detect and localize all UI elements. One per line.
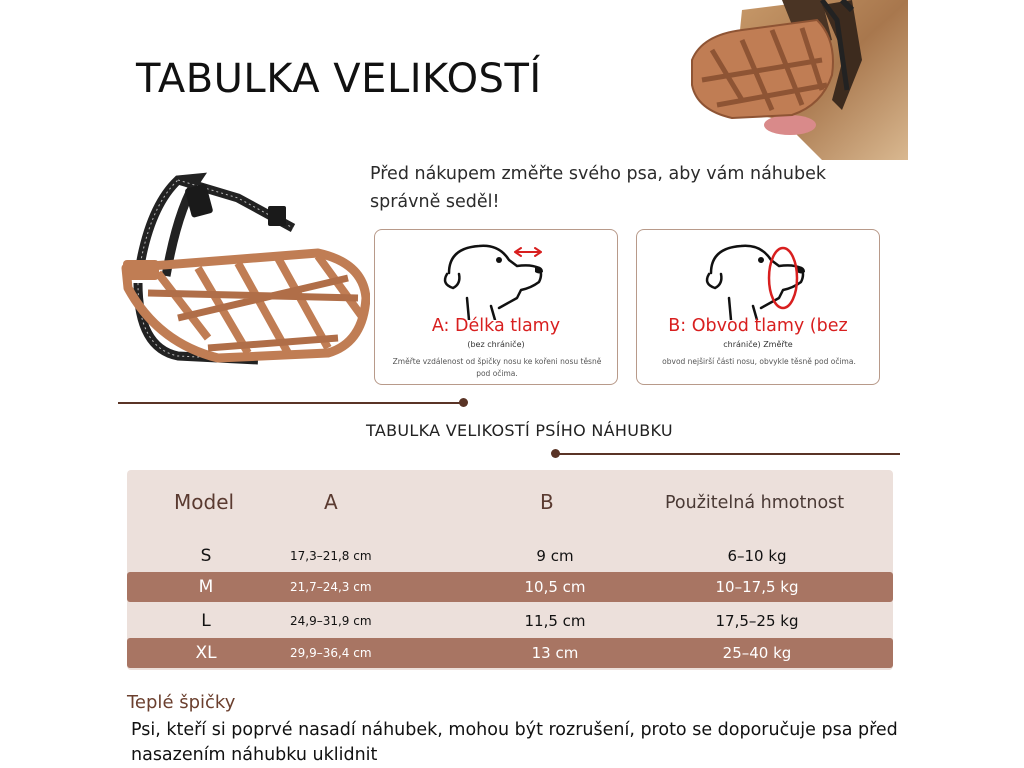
column-header-a: A [324, 490, 338, 514]
column-header-model: Model [174, 490, 235, 514]
cell-b: 10,5 cm [524, 578, 586, 596]
column-header-b: B [540, 490, 554, 514]
cell-b: 11,5 cm [524, 612, 586, 630]
cell-weight: 25–40 kg [722, 644, 792, 662]
cell-model: S [200, 546, 212, 566]
cell-model: M [198, 577, 214, 597]
table-row [127, 606, 893, 636]
cell-a: 29,9–36,4 cm [290, 646, 372, 660]
card-title: A: Délka tlamy [431, 316, 561, 336]
table-row [127, 541, 893, 571]
intro-text: Před nákupem změřte svého psa, aby vám náhubek správně seděl! [370, 164, 826, 212]
page-title: TABULKA VELIKOSTÍ [136, 56, 542, 102]
cell-weight: 17,5–25 kg [715, 612, 799, 630]
divider-dot [551, 449, 560, 458]
cell-weight: 6–10 kg [727, 547, 787, 565]
measure-card-circumference [636, 229, 880, 385]
table-row [127, 572, 893, 602]
size-table-title: TABULKA VELIKOSTÍ PSÍHO NÁHUBKU [366, 421, 673, 440]
measure-card-length [374, 229, 618, 385]
dog-head-length-icon [439, 238, 559, 320]
cell-model: L [201, 611, 211, 631]
column-header-weight: Použitelná hmotnost [665, 493, 845, 513]
cell-b: 9 cm [536, 547, 574, 565]
muzzle-product-image [118, 168, 370, 368]
table-row [127, 638, 893, 668]
card-subtitle: (bez chrániče) [467, 340, 525, 349]
cell-model: XL [195, 643, 217, 663]
tips-title: Teplé špičky [127, 692, 236, 713]
cell-a: 17,3–21,8 cm [290, 549, 372, 563]
cell-a: 24,9–31,9 cm [290, 614, 372, 628]
divider-right [555, 453, 900, 455]
tips-text: Psi, kteří si poprvé nasadí náhubek, mohou být rozrušení, proto se doporučuje psa před nasazením náhubku uklidnit [131, 720, 898, 765]
dog-with-muzzle-image [672, 0, 908, 160]
card-title: B: Obvod tlamy (bez [668, 316, 848, 336]
card-subtitle: chrániče) Změřte [723, 340, 793, 349]
cell-a: 21,7–24,3 cm [290, 580, 372, 594]
divider-dot [459, 398, 468, 407]
divider-left [118, 402, 464, 404]
cell-b: 13 cm [531, 644, 579, 662]
dog-head-circumference-icon [701, 238, 821, 320]
card-description: Změřte vzdálenost od špičky nosu ke kořeni nosu těsně pod očima. [392, 357, 602, 378]
card-description: obvod nejširší části nosu, obvykle těsně pod očima. [662, 357, 856, 366]
cell-weight: 10–17,5 kg [715, 578, 799, 596]
